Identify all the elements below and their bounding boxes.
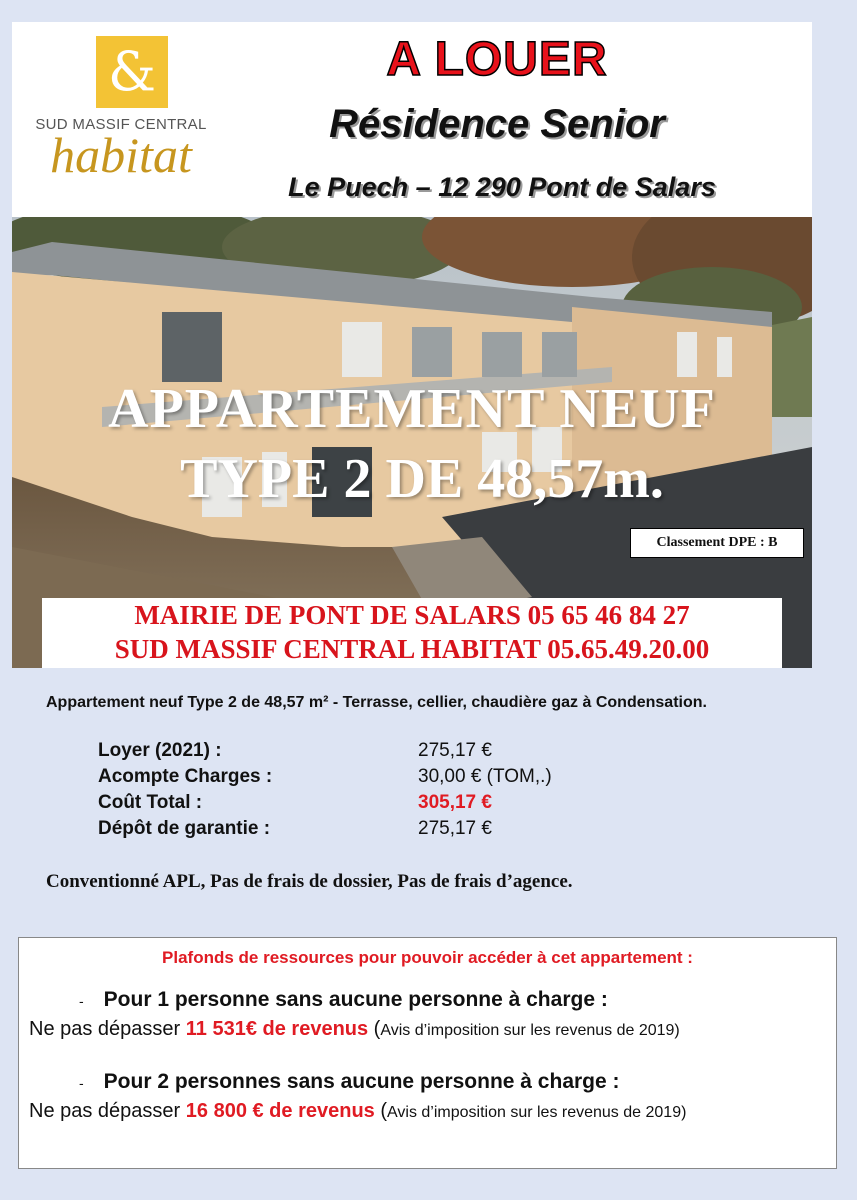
- income-ceilings-box: [18, 937, 837, 1169]
- ceiling-2-prefix: Ne pas dépasser: [29, 1100, 186, 1122]
- ceiling-1-note: Avis d’imposition sur les revenus de 2019): [380, 1022, 680, 1039]
- bullet-dash: -: [79, 1075, 84, 1091]
- ceiling-2-text: [29, 1102, 829, 1122]
- fee-label: Dépôt de garantie :: [98, 818, 271, 839]
- ceiling-1-text: [29, 1020, 829, 1040]
- contact-mairie: MAIRIE DE PONT DE SALARS 05 65 46 84 27: [134, 600, 690, 630]
- address-heading: Le Puech – 12 290 Pont de Salars: [288, 172, 716, 202]
- ceiling-1-prefix: Ne pas dépasser: [29, 1018, 186, 1040]
- ceiling-2-heading: [79, 1070, 819, 1094]
- logo-ampersand-mark: [96, 36, 168, 108]
- fee-value: 275,17 €: [418, 740, 492, 761]
- ceiling-1-paren: (: [368, 1018, 381, 1040]
- logo-brand-name: habitat: [50, 127, 192, 183]
- logo-org-name: SUD MASSIF CENTRAL: [35, 116, 207, 133]
- bullet-dash: -: [79, 993, 84, 1009]
- contact-banner: [42, 598, 782, 668]
- rental-poster: [12, 22, 812, 668]
- apartment-type-heading: TYPE 2 DE 48,57m.: [180, 448, 664, 510]
- fee-label: Loyer (2021) :: [98, 740, 222, 761]
- fees-table: [98, 740, 598, 844]
- ceiling-1-amount: 11 531€ de revenus: [185, 1018, 369, 1040]
- fee-value: 30,00 € (TOM,.): [418, 766, 552, 787]
- ceiling-2-paren: (: [374, 1100, 387, 1122]
- dpe-rating-badge: Classement DPE : B: [630, 528, 804, 558]
- ceilings-title: Plafonds de ressources pour pouvoir accéder à cet appartement :: [162, 948, 693, 967]
- ceiling-1-heading-text: Pour 1 personne sans aucune personne à charge :: [103, 988, 608, 1011]
- logo-glyph: &: [107, 40, 157, 103]
- apartment-description: Appartement neuf Type 2 de 48,57 m² - Terrasse, cellier, chaudière gaz à Condensation.: [46, 694, 707, 711]
- fee-label: Acompte Charges :: [98, 766, 273, 787]
- fee-label: Coût Total :: [98, 792, 203, 813]
- ceiling-2-amount: 16 800 € de revenus: [185, 1100, 375, 1122]
- fee-row-rent: [98, 740, 598, 766]
- apartment-new-heading: APPARTEMENT NEUF: [108, 378, 716, 440]
- residence-heading: Résidence Senior: [329, 102, 665, 146]
- contact-habitat: SUD MASSIF CENTRAL HABITAT 05.65.49.20.00: [114, 634, 710, 664]
- for-rent-heading: A LOUER: [386, 33, 608, 86]
- fee-value-total: 305,17 €: [418, 792, 492, 813]
- fee-row-total: [98, 792, 598, 818]
- sud-massif-central-habitat-logo: [26, 36, 216, 183]
- ceiling-2-heading-text: Pour 2 personnes sans aucune personne à charge :: [103, 1070, 620, 1093]
- conventions-line: Conventionné APL, Pas de frais de dossier, Pas de frais d’agence.: [46, 871, 573, 892]
- ceiling-1-heading: [79, 988, 819, 1012]
- ceiling-2-note: Avis d’imposition sur les revenus de 2019): [387, 1104, 687, 1121]
- fee-row-deposit: [98, 818, 598, 844]
- fee-row-charges: [98, 766, 598, 792]
- fee-value: 275,17 €: [418, 818, 492, 839]
